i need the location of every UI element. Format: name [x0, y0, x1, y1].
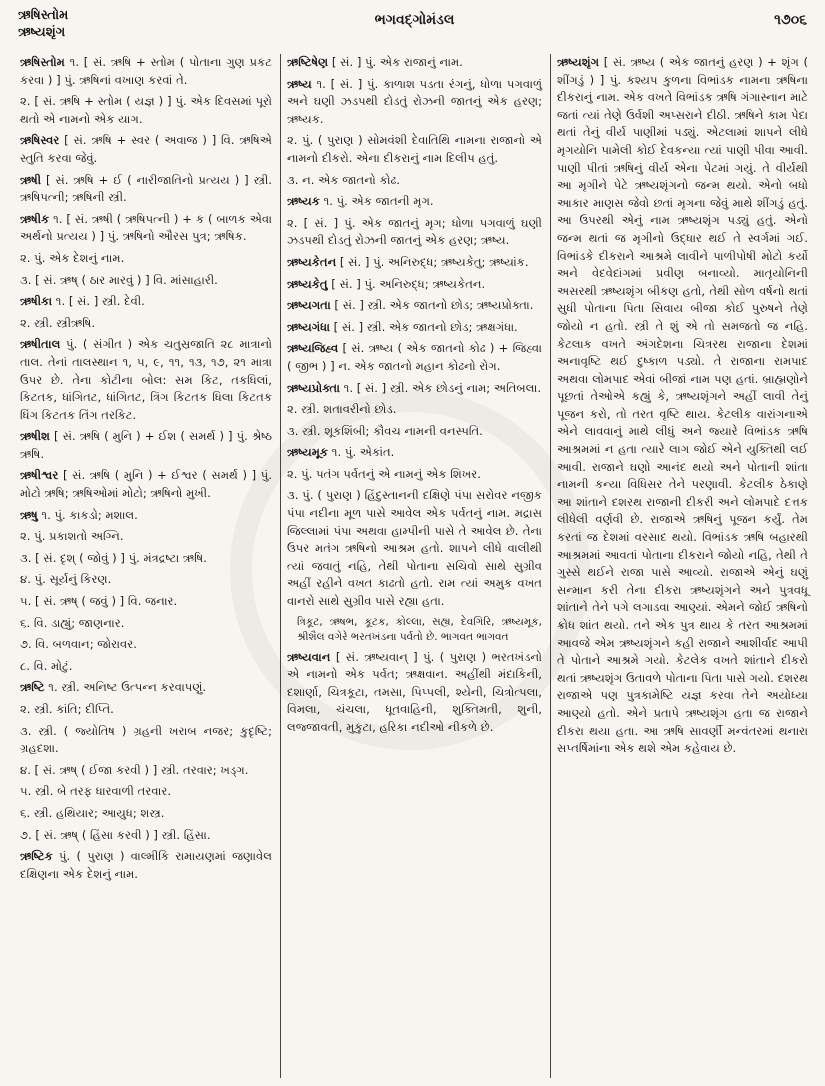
entry-headword: ઋષ્યજિહ્વ: [287, 341, 339, 356]
dictionary-entry: [20, 762, 272, 780]
entry-definition: ૧. [ સં. ] પું. કાળાશ પડતા રંગનું, ધોળા પગવાળું અને ઘણી ઝડપથી દોડતું રોઝની જાતનું એક હરણ; ઋષ્યક.: [287, 76, 542, 126]
dictionary-entry: [20, 783, 272, 801]
dictionary-entry: [20, 211, 272, 246]
dictionary-entry: [20, 132, 272, 167]
entry-definition: [ સં. ઋષ્ય ( એક જાતનો કોઢ ) + જિહ્વા ( જીભ ) ] ન. એક જાતનો મહાન કોઢનો રોગ.: [287, 341, 542, 373]
column-middle: [280, 54, 548, 1078]
entry-headword: ઋષ્યગંધા: [287, 319, 330, 334]
dictionary-entry: [287, 172, 542, 190]
page-title: ભગવદ્ગોમંડલ: [374, 12, 455, 28]
entry-definition: ૩. પું. ( પુરાણ ) હિંદુસ્તાનની દક્ષિણે પંપા સરોવર નજીક પંપા નદીના મૂળ પાસે આવેલ એક પર્વતનું નામ. મદ્રાસ જિલ્લામાં પંપા અથવા હામ્પીની પાસે તે આવેલ છે. તેના ઉપર મતંગ ઋષિનો આશ્રમ હતો. શાપને લીધે વાલીથી ત્યાં જવાતું નહિ, તેથી પોતાના સચિવો સાથે સુગ્રીવ અહીં રહીને વખત કાઢતો હતો. રામ ત્યાં અમુક વખત વાનરો સાથે સુગ્રીવ પાસે રહ્યા હતા.: [287, 488, 542, 609]
dictionary-entry: [20, 336, 272, 424]
entry-definition: [ સં. ] સ્ત્રી. એક જાતનો છોડ; ઋષ્યપ્રોક્તા.: [330, 298, 534, 313]
dictionary-entry: [20, 848, 272, 883]
entry-definition: [ સં. ઋષ્ય ( એક જાતનું હરણ ) + શૃંગ ( શીંગડું ) ] પું. કશ્યપ કુળના વિભાંડક નામના ઋષિના દીકરાનું નામ. એક વખતે વિભાંડક ઋષિ ગંગાસ્નાન માટે જતાં ત્યાં તેણે ઉર્વશી અપ્સરાને દીઠી. ઋષિને કામ પેદા થતાં તેનું વીર્ય પાણીમાં પડ્યું. એટલામાં શાપને લીધે મૃગયોનિ પામેલી કોઈ દેવકન્યા ત્યાં પાણી પીવા આવી. પાણી પીતાં ઋષિનું વીર્ય એના પેટમાં ગયું. તે વીર્યથી આ મૃગીને પેટે ઋષ્યશૃંગનો જન્મ થયો. એનો બધો આકાર માણસ જેવો છતાં મૃગના જેવું માથે શીંગડું હતું. આ ઉપરથી એનું નામ ઋષ્યશૃંગ પડ્યું હતું. એનો જન્મ થતાં જ મૃગીનો ઉદ્ધાર થઈ તે સ્વર્ગમાં ગઈ. વિભાંડકે દીકરાને આશ્રમે લાવીને પાળીપોષી મોટો કર્યો અને વેદવેદાંગમાં પ્રવીણ બનાવ્યો. માતૃયોનિની અસરથી ઋષ્યશૃંગ બીકણ હતો, તેથી સોળ વર્ષનો થતાં સુધી પોતાના પિતા સિવાય બીજા કોઈ પુરુષને તેણે જોયો ન હતો. સ્ત્રી તે શું એ તો સમજતો જ નહિ. કેટલાક વખતે અંગદેશના ચિત્રરથ રાજાના દેશમાં અનાવૃષ્ટિ થઈ દુષ્કાળ પડ્યો. તે રાજાના રામપાદ અથવા લોમપાદ એવાં બીજાં નામ પણ હતાં. બ્રાહ્મણોને પૂછતાં તેઓએ કહ્યું કે, ઋષ્યશૃંગને અહીં લાવી તેનું પૂજન કરો, તો તરત વૃષ્ટિ થાય. કેટલીક વારાંગનાએ એને લાવવાનું માથે લીધું અને જ્યારે વિભાંડક ઋષિ આશ્રમમાં ન હતા ત્યારે લાગ જોઈ એને યુક્તિથી લઈ આવી. રાજાને ઘણો આનંદ થયો અને પોતાની શાંતા નામની કન્યા વિધિસર તેને પરણાવી. કેટલીક ઠેકાણે આ શાંતાને દશરથ રાજાની દીકરી અને લોમપાદે દત્તક લીધેલી વર્ણવી છે. રાજાએ ઋષિનું પૂજન કર્યું. તેમ કરતાં જ દેશમાં વરસાદ થયો. વિભાંડક ઋષિ બહારથી આશ્રમમાં આવતાં પોતાના દીકરાને જોયો નહિ, તેથી તે ગુસ્સે થઈને રાજા પાસે આવ્યો. રાજાએ એનું ઘણું સન્માન કરી તેના દીકરા ઋષ્યશૃંગને અને પુત્રવધૂ શાંતાને તેને પગે લગાડવા આણ્યાં. એમને જોઈ ઋષિનો ક્રોધ શાંત થયો. તને એક પુત્ર થાય કે તરત આશ્રમમાં આવજે એમ ઋષ્યશૃંગને કહી રાજાને આશીર્વાદ આપી તે પોતાને આશ્રમે ગયો. કેટલેક વખતે શાંતાને દીકરો થતાં ઋષ્યશૃંગ ઉતાવળે પોતાના પિતા પાસે ગયો. દશરથ રાજાએ પણ પુત્રકામેષ્ટિ યજ્ઞ કરવા તેને અયોધ્યા આણ્યો હતો. એને પ્રતાપે ઋષ્યશૃંગ હતા જ રાજાને દીકરા થયા હતા. આ ઋષિ સાવર્ણી મન્વંતરમાં થનારા સપ્તર્ષિમાંના એક થશે એમ કહેવાય છે.: [557, 55, 808, 756]
entry-headword: ઋષીકા: [20, 294, 53, 309]
entry-definition: ૪. પું. સૂર્યનું કિરણ.: [20, 572, 112, 587]
entry-definition: પું. ( પુરાણ ) વાલ્મીકિ રામાયણમાં જણાવેલ દક્ષિણના એક દેશનું નામ.: [20, 849, 272, 881]
entry-definition: ૩. [ સં. ઋષ્ ( ઠાર મારવું ) ] વિ. માંસાહારી.: [20, 272, 218, 287]
dictionary-entry: [287, 401, 542, 419]
entry-definition: ૨. પું. પ્રકાશતો અગ્નિ.: [20, 529, 124, 544]
dictionary-entry: [287, 76, 542, 129]
entry-definition: ૬. સ્ત્રી. હથિયાર; આયુધ; શસ્ત્ર.: [20, 805, 165, 820]
entry-definition: ૭. [ સં. ઋષ્ ( હિંસા કરવી ) ] સ્ત્રી. હિંસા.: [20, 827, 211, 842]
entry-headword: ઋષ્યમૂક: [287, 445, 329, 460]
entry-definition: ૪. [ સં. ઋષ્ ( ઈજા કરવી ) ] સ્ત્રી. તરવાર; ખડ્ગ.: [20, 762, 249, 777]
entry-headword: ઋષ્યવાન: [287, 649, 331, 664]
entry-definition: [ સં. ઋષિ + ઈ ( નારીજાતિનો પ્રત્યય ) ] સ્ત્રી. ઋષિપત્ની; ઋષિની સ્ત્રી.: [20, 172, 272, 205]
entry-definition: [ સં. ઋષિ ( મુનિ ) + ઈશ ( સમર્થ ) ] પું. શ્રેષ્ઠ ઋષિ.: [20, 429, 272, 461]
entry-definition: ૫. સ્ત્રી. બે તરફ ધારવાળી તરવાર.: [20, 784, 172, 799]
dictionary-entry: [20, 658, 272, 676]
dictionary-entry: [287, 487, 542, 610]
dictionary-entry: [20, 805, 272, 823]
entry-definition: ૨. પું. ( પુરાણ ) સોમવંશી દેવાતિથિ નામના રાજાનો એ નામનો દીકરો. એના દીકરાનું નામ દિલીપ હતું.: [287, 133, 542, 165]
entry-definition: ૧. પું. એકાંત.: [328, 445, 395, 460]
entry-definition: ૩. સ્ત્રી. ( જ્યોતિષ ) ગ્રહની ખરાબ નજર; કુદૃષ્ટિ; ગ્રહદશા.: [20, 723, 272, 756]
entry-definition: ૧. સ્ત્રી. અનિષ્ટ ઉત્પન્ન કરવાપણું.: [44, 680, 207, 695]
dictionary-entry: [20, 293, 272, 311]
dictionary-entry: [287, 276, 542, 294]
entry-definition: ૩. સ્ત્રી. શૂકશિંબી; કૌવચ નામની વનસ્પતિ.: [287, 423, 483, 438]
dictionary-entry: [20, 701, 272, 719]
entry-headword: ઋષ્યગતા: [287, 298, 331, 313]
entry-headword: ઋષ્યપ્રોક્તા: [287, 380, 340, 395]
dictionary-entry: [20, 679, 272, 697]
entry-definition: ૫. [ સં. ઋષ્ ( જવું ) ] વિ. જનાર.: [20, 594, 178, 609]
entry-headword: ઋષ્ટિષેણ: [287, 55, 329, 69]
entry-definition: [ સં. ] પું. અનિરુદ્ધ; ઋષ્યકેતુ; ઋષ્યાંક.: [336, 254, 529, 269]
entry-definition: ૧. [ સં. ] સ્ત્રી. દેવી.: [52, 294, 145, 309]
entry-definition: ૨. સ્ત્રી. કાંતિ; દીપ્તિ.: [20, 702, 114, 716]
entry-definition: [ સં. ] પું. એક રાજાનું નામ.: [328, 55, 463, 69]
entry-headword: ઋષિસ્વર: [20, 133, 60, 148]
entry-headword: ઋષ્યક: [287, 194, 320, 209]
entry-definition: ૮. વિ. મોટું.: [20, 658, 73, 673]
entry-definition: ૨. સ્ત્રી. સ્ત્રીઋષિ.: [20, 315, 96, 330]
entry-headword: ઋષ્ય: [287, 76, 312, 91]
entry-headword: ઋષ્ટિ: [20, 680, 45, 695]
entry-definition: ૩. [ સં. દૃશ્ ( જોવું ) ] પું. મંત્રદ્રષ્ટા ઋષિ.: [20, 550, 207, 565]
dictionary-entry: [287, 254, 542, 272]
dictionary-entry: [287, 340, 542, 375]
entry-definition: ૧. [ સં. ] સ્ત્રી. એક છોડનું નામ; અતિબલા.: [339, 380, 542, 395]
dictionary-entry: [20, 571, 272, 589]
dictionary-entry: [287, 615, 542, 645]
dictionary-entry: [20, 593, 272, 611]
entry-definition: ૧. પું. એક જાતની મૃગ.: [319, 194, 434, 209]
entry-headword: ઋષ્યશૃંગ: [557, 55, 600, 69]
entry-definition: ૭. વિ. બળવાન; જોરાવર.: [20, 637, 137, 652]
guide-word-bottom: ઋષ્યશૃંગ: [18, 25, 66, 40]
dictionary-entry: [287, 319, 542, 337]
dictionary-entry: [20, 615, 272, 633]
entry-definition: ૩. ન. એક જાતનો કોઢ.: [287, 172, 400, 187]
dictionary-entry: [20, 250, 272, 268]
entry-definition: ૧. [ સં. ઋષિ + સ્તોમ ( પોતાના ગુણ પ્રકટ કરવા ) ] પું. ઋષિનાં વખાણ કરવાં તે.: [20, 55, 272, 87]
entry-headword: ઋષીશ: [20, 429, 50, 444]
column-left: [14, 54, 278, 1078]
entry-definition: [ સં. ] સ્ત્રી. એક જાતનો છોડ; ઋક્ષગંધા.: [329, 319, 518, 334]
dictionary-entry: [557, 54, 808, 758]
entry-headword: ઋષી: [20, 172, 42, 187]
entry-definition: ૧. [ સં. ઋષી ( ઋષિપત્ની ) + ક ( બાળક એવા અર્થનો પ્રત્યય ) ] પું. ઋષિનો ઔરસ પુત્ર; ઋષિક.: [20, 211, 272, 244]
entry-headword: ઋષ્યકેતુ: [287, 276, 328, 291]
column-right: [550, 54, 814, 1078]
entry-headword: ઋષ્ટિક: [20, 849, 53, 864]
entry-columns: [14, 54, 814, 1078]
entry-definition: [ સં. ઋષિ + સ્વર ( અવાજ ) ] વિ. ઋષિએ સ્તુતિ કરવા જેવું.: [20, 133, 272, 165]
dictionary-entry: [287, 466, 542, 484]
dictionary-entry: [20, 428, 272, 463]
entry-definition: ૨. પું. પતંગ પર્વતનું એ નામનું એક શિખર.: [287, 466, 481, 481]
dictionary-entry: [287, 649, 542, 737]
entry-definition: ૨. [ સં. ] પું. એક જાતનું મૃગ; ધોળા પગવાળું ઘણી ઝડપથી દોડતું રોઝની જાતનું એક હરણ; ઋષ્ય.: [287, 215, 542, 248]
entry-definition: ૨. પું. એક દેશનું નામ.: [20, 250, 125, 265]
entry-headword: ઋષીતાલ: [20, 337, 61, 352]
dictionary-entry: [287, 193, 542, 211]
entry-definition: ૨. [ સં. ઋષિ + સ્તોમ ( યજ્ઞ ) ] પું. એક દિવસમાં પૂરો થતો એ નામનો એક યાગ.: [20, 94, 272, 126]
dictionary-entry: [20, 528, 272, 546]
entry-headword: ઋષ્યકેતન: [287, 254, 337, 269]
dictionary-entry: [20, 550, 272, 568]
entry-definition: ૬. વિ. ડાહ્યું; જાણનાર.: [20, 615, 125, 630]
entry-definition: ત્રિકૂટ, ઋષભ, કૂટક, કોલ્લા, સહ્ય, દેવગિરિ, ઋષ્યમૂક, શ્રીશૈલ વગેરે ભરતખંડના પર્વતો છે. ભાગવત ભાગવત: [297, 615, 542, 643]
dictionary-entry: [20, 636, 272, 654]
dictionary-entry: [287, 132, 542, 167]
entry-definition: [ સં. ઋષ્યવાન્ ] પું. ( પુરાણ ) ભરતખંડનો એ નામનો એક પર્વત; ઋક્ષવાન. અહીંથી મંદાકિની, દશાર્ણા, ચિત્રકૂટા, તમસા, પિપ્પલી, શ્યેની, ચિત્રોત્પલા, વિમલા, ચંચલા, ધૂતવાહિની, શુક્તિમતી, શુની, લજ્જાવતી, મુકુટા, હરિકા નદીઓ નીકળે છે.: [287, 649, 542, 734]
dictionary-entry: [20, 172, 272, 207]
dictionary-entry: [20, 507, 272, 525]
entry-definition: ૨. સ્ત્રી. શતાવરીનો છોડ.: [287, 402, 397, 417]
dictionary-entry: [287, 215, 542, 250]
dictionary-entry: [287, 297, 542, 315]
page-number: ૧૭૦૬: [774, 12, 807, 28]
dictionary-entry: [287, 423, 542, 441]
dictionary-entry: [20, 54, 272, 89]
guide-word-top: ઋષિસ્તોમ: [18, 8, 69, 23]
dictionary-entry: [20, 315, 272, 333]
dictionary-entry: [20, 827, 272, 845]
entry-definition: [ સં. ઋષિ ( મુનિ ) + ઈશ્વર ( સમર્થ ) ] પું. મોટો ઋષિ; ઋષિઓમાં મોટો; ઋષિનો મુખી.: [20, 468, 272, 501]
dictionary-entry: [20, 93, 272, 128]
entry-definition: ૧. પું. કાકડો; મશાલ.: [37, 507, 138, 522]
entry-headword: ઋષુ: [20, 507, 38, 522]
dictionary-entry: [287, 444, 542, 462]
dictionary-entry: [20, 467, 272, 502]
dictionary-entry: [20, 272, 272, 290]
entry-definition: પું. ( સંગીત ) એક ચતુસ્રજાતિ ૨૮ માત્રાનો તાલ. તેનાં તાલસ્થાન ૧, ૫, ૯, ૧૧, ૧૩, ૧૭, ૨૧ માત્રા ઉપર છે. તેના કોટીના બોલ: સમ કિટ, તકધિલાં, કિટતક, ધાંગિતટ, ધાંગિતટ, ત્રિંગ કિટતક ધિલા કિટતક ધિંગ કિટતક તિંગ તરકિટ.: [20, 337, 272, 422]
dictionary-entry: [287, 380, 542, 398]
entry-definition: [ સં. ] પું. અનિરુદ્ધ; ઋષ્યકેતન.: [327, 276, 486, 291]
page-header: [18, 8, 811, 42]
entry-headword: ઋષીક: [20, 211, 50, 226]
entry-headword: ઋષીશ્વર: [20, 468, 59, 483]
dictionary-entry: [20, 723, 272, 758]
entry-headword: ઋષિસ્તોમ: [20, 55, 65, 69]
dictionary-entry: [287, 54, 542, 72]
